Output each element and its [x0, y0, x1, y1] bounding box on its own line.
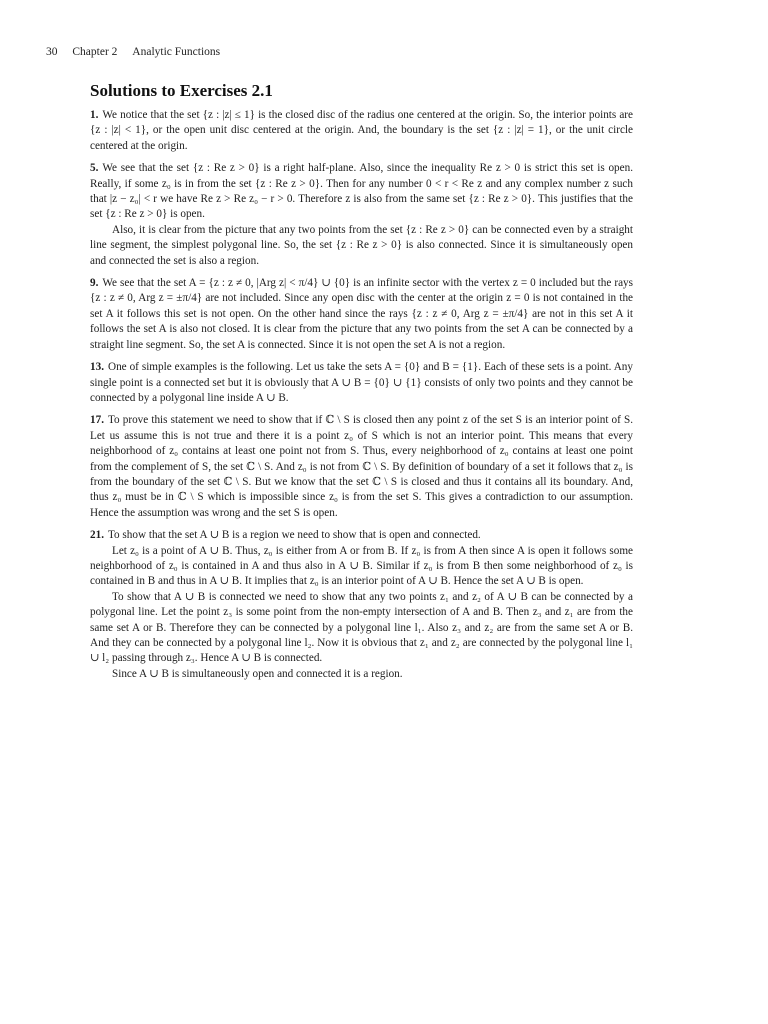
running-head — [46, 46, 220, 58]
page-number: 30 — [46, 46, 58, 58]
exercise-text: We see that the set A = {z : z ≠ 0, |Arg z| < π/4} ∪ {0} is an infinite sector with the vertex z = 0 included but the rays {z : z ≠ 0, Arg z = ±π/4} are not included. Since any open disc with the center at the origin z = 0 is not contained in the set A it follows this set is not open. On the other hand since the rays {z : z ≠ 0, Arg z = ±π/4} are not in this set A it follows the set A is also not closed. It is clear from the picture that any two points from the set A can be connected by a straight line segment. So, the set A is connected. Since it is not open the set A is not a region. — [90, 277, 633, 351]
exercise-text: To prove this statement we need to show that if ℂ \ S is closed then any point z of the set S is an interior point of S. Let us assume this is not true and there it is a point z₀ of S which is not an interior point. This means that every neighborhood of z₀ contains at least one point not from S. Thus, every neighborhood of z₀ contains at least one point from the complement of S, the set ℂ \ S. And z₀ is not from ℂ \ S. By definition of boundary of a set it follows that z₀ is from the boundary of the set ℂ \ S. But we know that the set ℂ \ S is closed and thus it contains all its boundary. And, thus z₀ must be in ℂ \ S which is impossible since z₀ is from the set S. This gives a contradiction to our assumption. Hence the assumption was wrong and the set S is open. — [90, 414, 633, 519]
exercise-text: Since A ∪ B is simultaneously open and connected it is a region. — [112, 667, 403, 680]
exercise-17 — [90, 413, 633, 521]
exercise-number: 5. — [90, 162, 99, 175]
exercise-13 — [90, 360, 633, 406]
exercise-paragraph — [90, 108, 633, 154]
exercise-9 — [90, 276, 633, 353]
exercise-paragraph — [90, 528, 633, 543]
exercise-paragraph — [90, 276, 633, 353]
exercise-number: 1. — [90, 109, 99, 121]
exercise-1 — [90, 108, 633, 154]
exercise-number: 21. — [90, 529, 104, 542]
exercise-number: 13. — [90, 361, 104, 374]
exercise-text: One of simple examples is the following. Let us take the sets A = {0} and B = {1}. Each of these sets is a point. Any single point is a connected set but it is obviously that A ∪ B = {0} ∪ {1} consists of only two points and they cannot be connected by a polygonal line inside A ∪ B. — [90, 361, 633, 404]
exercise-number: 17. — [90, 414, 104, 427]
exercise-text: We see that the set {z : Re z > 0} is a right half-plane. Also, since the inequality Re z > 0 is strict this set is open. Really, if some z₀ is in from the set {z : Re z > 0}. Then for any number 0 < r < Re z and any complex number z such that |z − z₀| < r we have Re z > Re z₀ − r > 0. Therefore z is also from the same set {z : Re z > 0}. This justifies that the set {z : Re z > 0} is open. — [90, 162, 633, 221]
chapter-label: Chapter 2 — [72, 46, 118, 58]
exercise-text: To show that the set A ∪ B is a region we need to show that is open and connected. — [107, 529, 481, 542]
exercise-paragraph — [90, 360, 633, 406]
exercise-paragraph — [90, 667, 633, 682]
exercise-text: Let z₀ is a point of A ∪ B. Thus, z₀ is either from A or from B. If z₀ is from A then since A is open it follows some neighborhood of z₀ is contained in A and thus also in A ∪ B. Similar if z₀ is from B then some neighborhood of z₀ is contained in B and thus in A ∪ B. It implies that z₀ is an interior point of A ∪ B. Hence the set A ∪ B is open. — [90, 544, 633, 588]
section-title: Solutions to Exercises 2.1 — [90, 81, 273, 100]
exercise-text: Also, it is clear from the picture that any two points from the set {z : Re z > 0} can be connected even by a straight line segment, the simplest polygonal line. So, the set {z : Re z > 0} is also connected. Since it is simultaneously open and connected the set is also a region. — [90, 223, 633, 267]
exercise-paragraph — [90, 590, 633, 667]
exercise-text: We notice that the set {z : |z| ≤ 1} is the closed disc of the radius one centered at the origin. So, the interior points are {z : |z| < 1}, or the open unit disc centered at the origin. And, the boundary is the set {z : |z| = 1}, or the unit circle centered at the origin. — [90, 109, 633, 152]
exercise-paragraph — [90, 544, 633, 590]
exercise-number: 9. — [90, 277, 99, 290]
exercise-21 — [90, 528, 633, 682]
exercise-text: To show that A ∪ B is connected we need to show that any two points z₁ and z₂ of A ∪ B can be connected by a polygonal line. Let the point z₃ is some point from the non-empty intersection of A and B. Then z₃ and z₁ are from the same set A or B. Therefore they can be connected by a polygonal line l₁. Also z₃ and z₂ are from the same set A or B. And they can be connected by a polygonal line l₂. Now it is obvious that z₁ and z₂ are connected by the polygonal line l₁ ∪ l₂ passing through z₃. Hence A ∪ B is connected. — [90, 590, 633, 665]
chapter-title: Analytic Functions — [132, 46, 221, 58]
exercise-paragraph — [90, 161, 633, 223]
exercise-5 — [90, 161, 633, 269]
exercise-paragraph — [90, 413, 633, 521]
exercise-paragraph — [90, 223, 633, 269]
exercise-list — [90, 108, 633, 689]
